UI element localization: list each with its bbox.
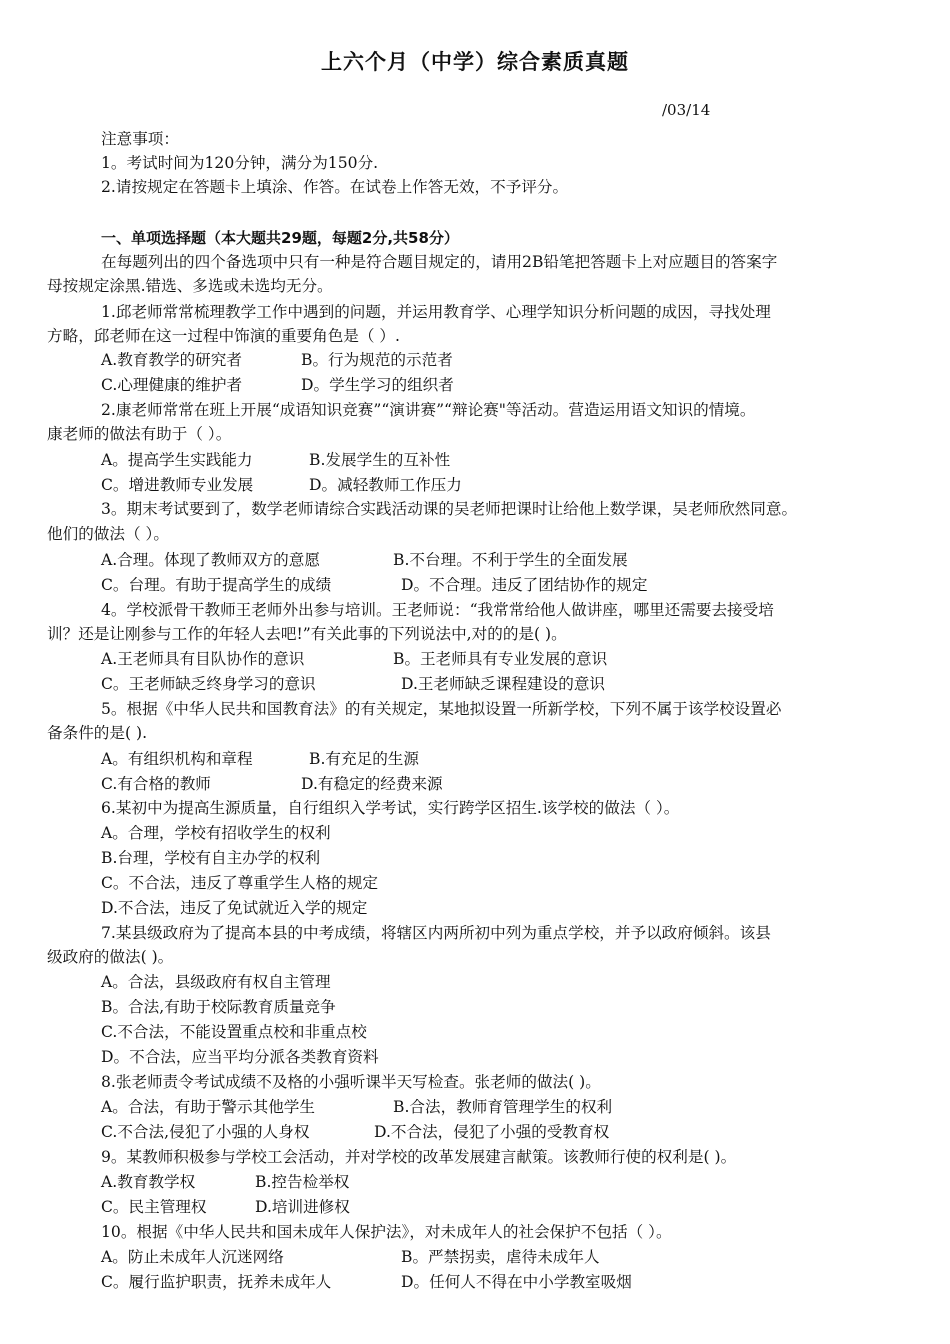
option-a: A。提高学生实践能力	[101, 451, 253, 469]
option-d: D。不合法，应当平均分派各类教育资料	[101, 1048, 379, 1066]
option-d: D。减轻教师工作压力	[309, 476, 462, 494]
option-c: C。履行监护职责，抚养未成年人	[101, 1273, 332, 1291]
option-d: D.王老师缺乏课程建设的意识	[401, 675, 606, 693]
option-d: D。任何人不得在中小学教室吸烟	[401, 1273, 632, 1291]
option-a: A.教育教学权	[101, 1173, 196, 1191]
option-b: B.台理，学校有自主办学的权利	[101, 849, 321, 867]
notice-item: 1。考试时间为120分钟，满分为150分.	[101, 154, 379, 172]
option-a: A.合理。体现了教师双方的意愿	[101, 551, 320, 569]
question-stem: 他们的做法（ ）。	[47, 525, 169, 543]
question-stem: 7.某县级政府为了提高本县的中考成绩，将辖区内两所初中列为重点学校，并予以政府倾斜。该县	[101, 924, 771, 942]
option-b: B.不台理。不利于学生的全面发展	[393, 551, 628, 569]
question-stem: 级政府的做法( )。	[47, 948, 174, 966]
option-b: B。行为规范的示范者	[301, 351, 453, 369]
option-b: B。王老师具有专业发展的意识	[393, 650, 608, 668]
question-stem: 5。根据《中华人民共和国教育法》的有关规定，某地拟设置一所新学校，下列不属于该学校设置必	[101, 700, 782, 718]
question-stem: 2.康老师常常在班上开展“成语知识竞赛”“演讲赛”“辩论赛"等活动。营造运用语文知识的情境。	[101, 401, 756, 419]
question-stem: 康老师的做法有助于（ ）。	[47, 425, 232, 443]
question-stem: 3。期末考试要到了，数学老师请综合实践活动课的吴老师把课时让给他上数学课，吴老师欣然同意。	[101, 500, 798, 518]
option-a: A.教育教学的研究者	[101, 351, 242, 369]
option-a: A。合法，有助于警示其他学生	[101, 1098, 315, 1116]
option-b: B.控告检举权	[255, 1173, 350, 1191]
option-b: B。合法,有助于校际教育质量竞争	[101, 998, 336, 1016]
option-d: D.培训进修权	[255, 1198, 350, 1216]
option-c: C。不合法，违反了尊重学生人格的规定	[101, 874, 379, 892]
option-a: A。防止未成年人沉迷网络	[101, 1248, 284, 1266]
option-c: C.不合法,侵犯了小强的人身权	[101, 1123, 310, 1141]
option-a: A。合法，县级政府有权自主管理	[101, 973, 331, 991]
option-c: C。民主管理权	[101, 1198, 207, 1216]
option-d: D。不合理。违反了团结协作的规定	[401, 576, 648, 594]
option-c: C.心理健康的维护者	[101, 376, 243, 394]
question-stem: 方略，邱老师在这一过程中饰演的重要角色是（ ）.	[47, 327, 400, 345]
question-stem: 备条件的是( ).	[47, 724, 148, 742]
option-c: C。增进教师专业发展	[101, 476, 254, 494]
option-d: D.不合法，侵犯了小强的受教育权	[374, 1123, 610, 1141]
question-stem: 9。某教师积极参与学校工会活动，并对学校的改革发展建言献策。该教师行使的权利是( )。	[101, 1148, 737, 1166]
option-b: B.合法，教师育管理学生的权利	[393, 1098, 613, 1116]
notice-heading: 注意事项：	[101, 130, 179, 148]
section-heading: 一、单项选择题（本大题共29题，每题2分,共58分）	[101, 229, 459, 247]
notice-item: 2.请按规定在答题卡上填涂、作答。在试卷上作答无效，不予评分。	[101, 178, 569, 196]
option-a: A。合理，学校有招收学生的权利	[101, 824, 331, 842]
question-stem: 4。学校派骨干教师王老师外出参与培训。王老师说：“我常常给他人做讲座，哪里还需要去接受培	[101, 601, 774, 619]
section-intro: 在每题列出的四个备选项中只有一种是符合题目规定的，请用2B铅笔把答题卡上对应题目的答案字	[101, 253, 778, 271]
question-stem: 训？还是让刚参与工作的年轻人去吧!”有关此事的下列说法中,对的的是( )。	[47, 625, 567, 643]
document-title: 上六个月（中学）综合素质真题	[321, 50, 629, 74]
section-intro: 母按规定涂黑.错选、多选或未选均无分。	[47, 277, 333, 295]
option-a: A。有组织机构和章程	[101, 750, 253, 768]
option-d: D.不合法，违反了免试就近入学的规定	[101, 899, 368, 917]
question-stem: 8.张老师责令考试成绩不及格的小强听课半天写检查。张老师的做法( )。	[101, 1073, 601, 1091]
document-date: /03/14	[662, 101, 711, 119]
option-d: D.有稳定的经费来源	[301, 775, 443, 793]
option-b: B。严禁拐卖，虐待未成年人	[401, 1248, 600, 1266]
option-c: C。台理。有助于提高学生的成绩	[101, 576, 332, 594]
question-stem: 6.某初中为提高生源质量，自行组织入学考试，实行跨学区招生.该学校的做法（ ）。	[101, 799, 680, 817]
option-c: C。王老师缺乏终身学习的意识	[101, 675, 316, 693]
question-stem: 10。根据《中华人民共和国未成年人保护法》，对未成年人的社会保护不包括（ ）。	[101, 1223, 672, 1241]
question-stem: 1.邱老师常常梳理教学工作中遇到的问题，并运用教育学、心理学知识分析问题的成因，寻找处理	[101, 303, 771, 321]
option-d: D。学生学习的组织者	[301, 376, 454, 394]
option-c: C.有合格的教师	[101, 775, 211, 793]
option-b: B.有充足的生源	[309, 750, 419, 768]
option-b: B.发展学生的互补性	[309, 451, 451, 469]
option-c: C.不合法，不能设置重点校和非重点校	[101, 1023, 367, 1041]
option-a: A.王老师具有目队协作的意识	[101, 650, 305, 668]
